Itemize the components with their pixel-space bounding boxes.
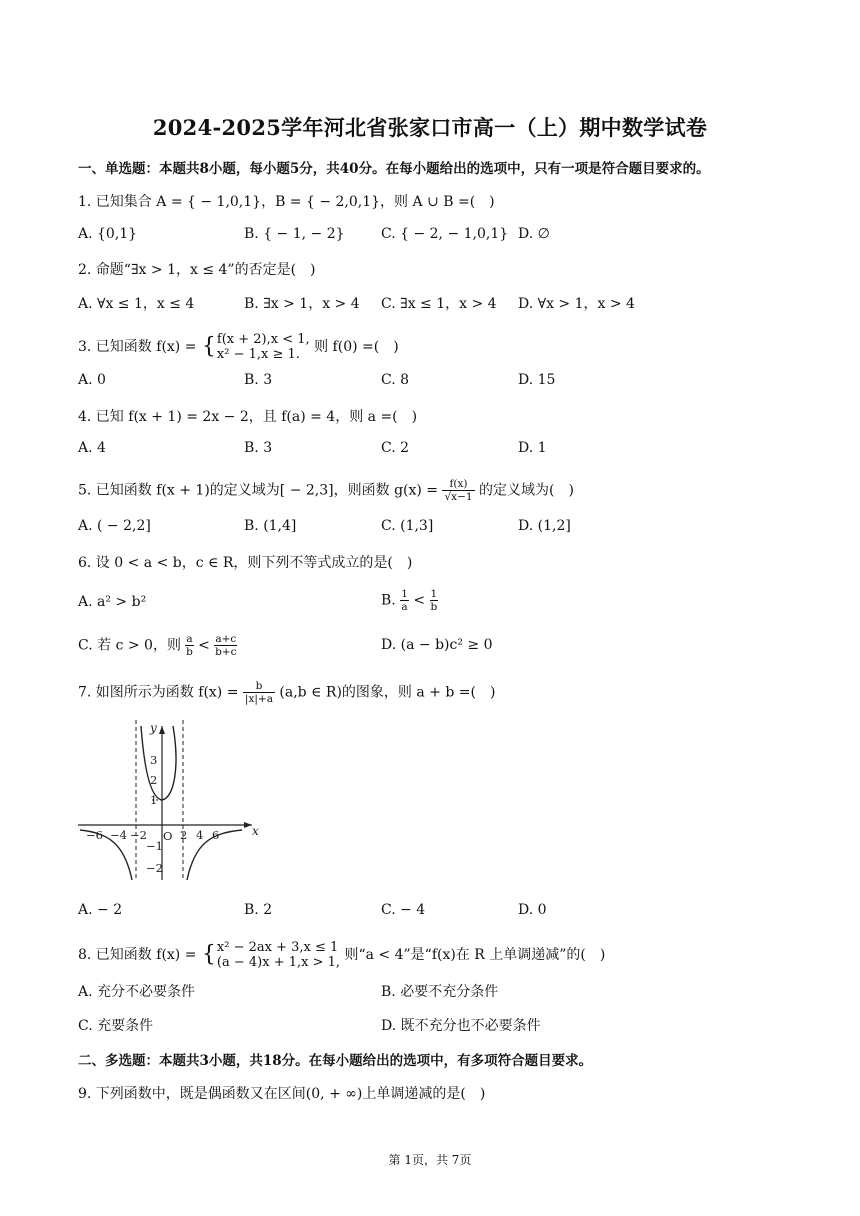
q6-c-den-2: b+c (215, 646, 237, 658)
section-multi-choice: 二、多选题：本题共3小题，共18分。在每小题给出的选项中，有多项符合题目要求。 (78, 1053, 593, 1069)
q6-b-fraction-2 (430, 588, 439, 613)
q7-fraction-denominator: |x|+a (244, 693, 273, 705)
q2-option-a: A. ∀x ≤ 1，x ≤ 4 (78, 296, 195, 312)
q3-brace: { (201, 334, 216, 359)
q2-option-b: B. ∃x > 1，x > 4 (244, 296, 360, 312)
q6-c-den-1: b (186, 646, 193, 658)
q5-option-d: D. (1,2] (518, 518, 571, 534)
curve-center (141, 726, 176, 800)
q6-b-fraction-1 (400, 588, 409, 613)
q3-option-c: C. 8 (381, 372, 410, 388)
q6-b-den-2: b (430, 601, 438, 613)
q6-b-num-1: 1 (401, 588, 408, 600)
question-3 (78, 332, 399, 362)
question-5 (78, 478, 574, 503)
q7-option-c: C. − 4 (381, 902, 426, 918)
exam-title: 2024-2025学年河北省张家口市高一（上）期中数学试卷 (152, 115, 708, 140)
question-1: 1. 已知集合 A = { − 1,0,1}，B = { − 2,0,1}，则 A ∪ B =( ) (78, 194, 495, 210)
y-axis-label: y (150, 721, 157, 735)
q6-c-fraction-1 (185, 633, 193, 658)
q6-c-fraction-2 (214, 633, 237, 658)
question-2: 2. 命题“∃x > 1，x ≤ 4”的否定是( ) (78, 262, 316, 278)
y-axis-arrow (159, 726, 165, 734)
y-tick-label: 1 (150, 793, 158, 807)
q6-c-prefix: C. 若 c > 0，则 (78, 637, 181, 654)
q5-fraction-numerator: f(x) (442, 478, 474, 491)
origin-label: O (163, 829, 173, 843)
q1-option-a: A. {0,1} (78, 226, 138, 242)
q8-stem-start: 8. 已知函数 f(x) = (78, 947, 197, 963)
q2-option-d: D. ∀x > 1，x > 4 (518, 296, 635, 312)
q3-stem-end: 则 f(0) =( ) (314, 339, 399, 355)
x-tick-label: −2 (130, 828, 147, 842)
q3-option-d: D. 15 (518, 372, 556, 388)
x-tick-label: −4 (110, 828, 127, 842)
q3-cases (217, 332, 310, 362)
q8-option-d: D. 既不充分也不必要条件 (381, 1018, 541, 1034)
q6-option-d: D. (a − b)c² ≥ 0 (381, 637, 493, 653)
y-tick-label: −1 (146, 839, 163, 853)
q4-option-c: C. 2 (381, 440, 410, 456)
q4-option-a: A. 4 (78, 440, 106, 456)
q8-option-a: A. 充分不必要条件 (78, 984, 196, 1000)
q6-b-prefix: B. (381, 592, 396, 609)
q3-option-b: B. 3 (244, 372, 273, 388)
x-tick-label: 4 (196, 828, 204, 842)
question-7 (78, 680, 495, 705)
q3-case-2: x² − 1,x ≥ 1. (216, 347, 300, 362)
q7-fraction (243, 680, 275, 705)
q8-option-c: C. 充要条件 (78, 1018, 154, 1034)
x-tick-label: 2 (180, 828, 188, 842)
q8-case-1: x² − 2ax + 3,x ≤ 1 (216, 940, 339, 955)
q5-option-a: A. ( − 2,2] (78, 518, 151, 534)
q5-fraction (442, 478, 474, 503)
q8-cases (217, 940, 340, 970)
q6-option-b: B. $\frac{1}{a}$ < $\frac{1}{b}$ (381, 588, 438, 613)
q1-option-c: C. { − 2, − 1,0,1} (381, 226, 509, 242)
q8-stem-end: 则“a < 4”是“f(x)在 R 上单调递减”的( ) (344, 947, 606, 963)
q7-fraction-numerator: b (243, 680, 275, 693)
q5-option-c: C. (1,3] (381, 518, 434, 534)
q7-option-a: A. − 2 (78, 902, 123, 918)
y-tick-label: 3 (150, 753, 158, 767)
q6-option-c: C. 若 c > 0，则 $\frac{a}{b}$ < $\frac{a+c}{b+c}$ (78, 633, 237, 658)
q6-b-num-2: 1 (430, 588, 438, 600)
q3-stem-start: 3. 已知函数 f(x) = (78, 339, 197, 355)
x-axis-label: x (252, 824, 259, 838)
q4-option-b: B. 3 (244, 440, 273, 456)
x-tick-label: −6 (86, 828, 103, 842)
page-footer: 第 1页，共 7页 (388, 1153, 472, 1167)
q6-option-a: A. a² > b² (78, 594, 147, 610)
q7-stem-start: 7. 如图所示为函数 f(x) = (78, 684, 239, 701)
q7-option-b: B. 2 (244, 902, 273, 918)
q5-fraction-denominator: √x−1 (444, 491, 473, 503)
q8-case-2: (a − 4)x + 1,x > 1, (216, 955, 341, 970)
q5-stem-start: 5. 已知函数 f(x + 1)的定义域为[ − 2,3]，则函数 g(x) = (78, 482, 439, 499)
y-tick-label: 2 (150, 773, 158, 787)
q1-option-b: B. { − 1, − 2} (244, 226, 345, 242)
q7-function-graph (72, 712, 272, 882)
q3-option-a: A. 0 (78, 372, 106, 388)
q3-case-1: f(x + 2),x < 1, (216, 332, 310, 347)
q5-stem-end: 的定义域为( ) (479, 482, 574, 499)
q8-brace: { (201, 942, 216, 967)
question-4: 4. 已知 f(x + 1) = 2x − 2，且 f(a) = 4，则 a =( ) (78, 409, 418, 425)
question-9: 9. 下列函数中，既是偶函数又在区间(0, + ∞)上单调递减的是( ) (78, 1086, 486, 1102)
q2-option-c: C. ∃x ≤ 1，x > 4 (381, 296, 497, 312)
q6-c-num-2: a+c (215, 633, 237, 645)
x-axis-arrow (244, 822, 252, 828)
q7-option-d: D. 0 (518, 902, 547, 918)
q6-c-num-1: a (186, 633, 193, 645)
x-tick-label: 6 (212, 828, 220, 842)
q5-option-b: B. (1,4] (244, 518, 297, 534)
question-6: 6. 设 0 < a < b，c ∈ R，则下列不等式成立的是( ) (78, 555, 413, 571)
q7-stem-end: (a,b ∈ R)的图象，则 a + b =( ) (279, 684, 496, 701)
q1-option-d: D. ∅ (518, 226, 550, 242)
y-tick-label: −2 (146, 861, 163, 875)
question-8 (78, 940, 605, 970)
q6-b-den-1: a (401, 601, 408, 613)
section-single-choice: 一、单选题：本题共8小题，每小题5分，共40分。在每小题给出的选项中，只有一项是符合题目要求的。 (78, 161, 710, 177)
q8-option-b: B. 必要不充分条件 (381, 984, 499, 1000)
q4-option-d: D. 1 (518, 440, 547, 456)
